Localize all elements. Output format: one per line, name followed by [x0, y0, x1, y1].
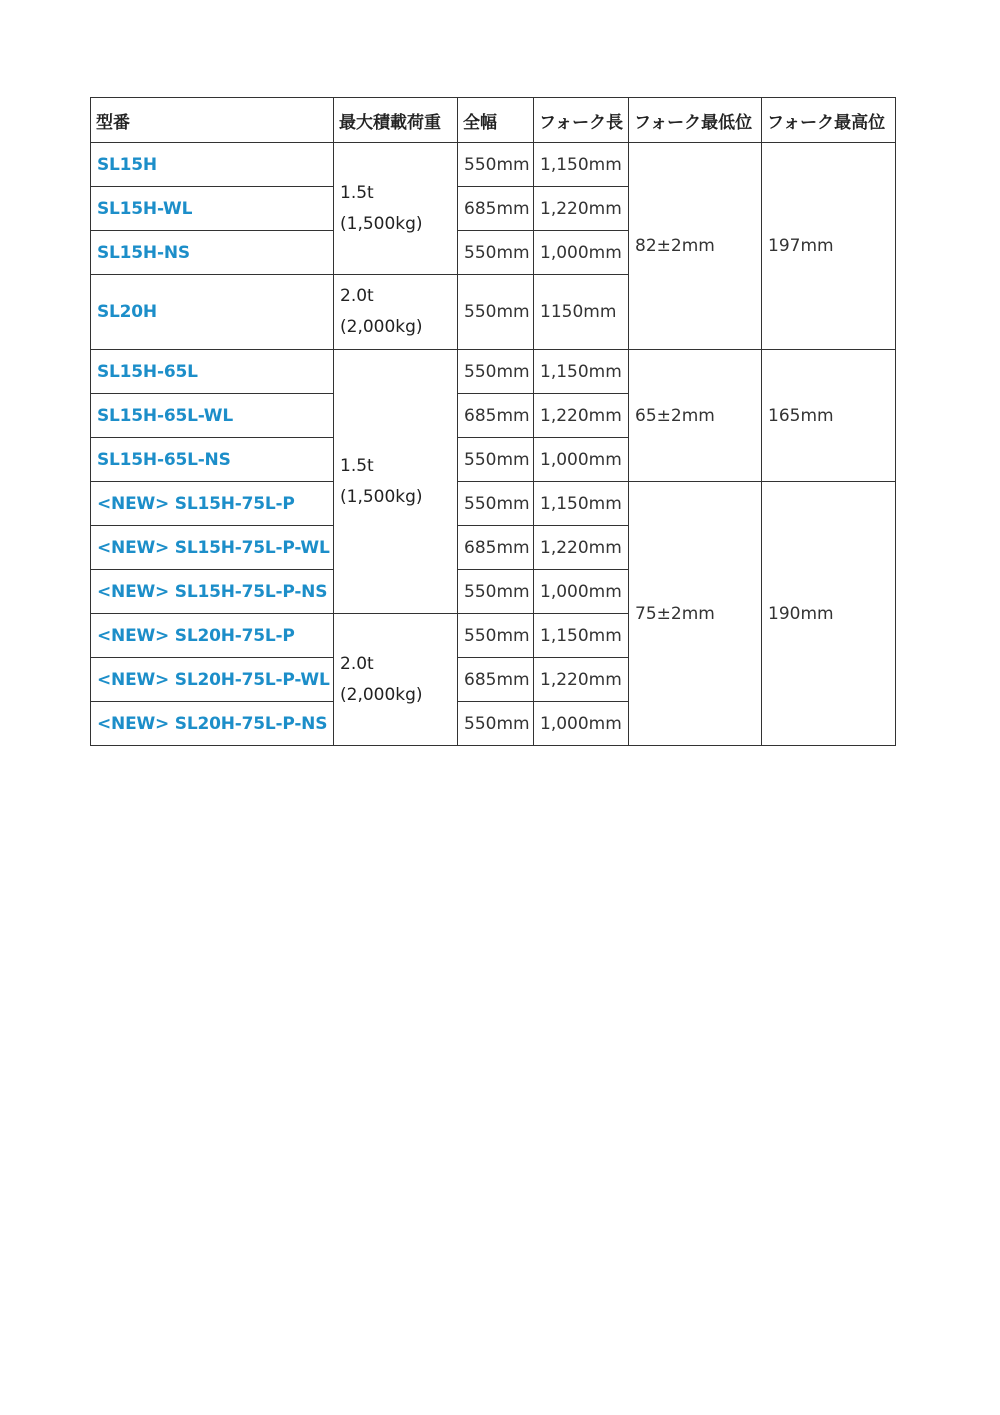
- header-model: 型番: [91, 98, 334, 143]
- fork-length-cell: 1,220mm: [534, 394, 629, 438]
- model-cell: SL15H: [91, 143, 334, 187]
- max-load-cell: [334, 143, 458, 275]
- model-cell: SL15H-65L-NS: [91, 438, 334, 482]
- width-cell: 550mm: [458, 702, 534, 746]
- max-load-cell: [334, 350, 458, 614]
- fork-highest-cell: 197mm: [762, 143, 896, 350]
- fork-lowest-cell: 65±2mm: [629, 350, 762, 482]
- table-row: [91, 143, 896, 187]
- fork-length-cell: 1,220mm: [534, 187, 629, 231]
- model-cell: <NEW> SL20H-75L-P-NS: [91, 702, 334, 746]
- model-cell: <NEW> SL20H-75L-P-WL: [91, 658, 334, 702]
- load-tonnage: 1.5t: [340, 455, 374, 476]
- fork-length-cell: 1,220mm: [534, 526, 629, 570]
- width-cell: 685mm: [458, 187, 534, 231]
- fork-length-cell: 1,000mm: [534, 570, 629, 614]
- fork-length-cell: 1,150mm: [534, 350, 629, 394]
- width-cell: 685mm: [458, 526, 534, 570]
- width-cell: 550mm: [458, 570, 534, 614]
- width-cell: 685mm: [458, 394, 534, 438]
- header-max-load: 最大積載荷重: [334, 98, 458, 143]
- header-width: 全幅: [458, 98, 534, 143]
- load-kg: (1,500kg): [340, 486, 423, 507]
- width-cell: 550mm: [458, 350, 534, 394]
- load-tonnage: 2.0t: [340, 653, 374, 674]
- fork-highest-cell: 190mm: [762, 482, 896, 746]
- fork-length-cell: 1,000mm: [534, 231, 629, 275]
- width-cell: 550mm: [458, 482, 534, 526]
- width-cell: 550mm: [458, 231, 534, 275]
- fork-length-cell: 1,150mm: [534, 143, 629, 187]
- header-fork-highest: フォーク最高位: [762, 98, 896, 143]
- model-cell: <NEW> SL15H-75L-P-WL: [91, 526, 334, 570]
- max-load-cell: [334, 614, 458, 746]
- model-cell: SL15H-WL: [91, 187, 334, 231]
- model-cell: SL15H-65L-WL: [91, 394, 334, 438]
- max-load-cell: [334, 275, 458, 350]
- header-row: [91, 98, 896, 143]
- load-tonnage: 1.5t: [340, 182, 374, 203]
- header-fork-lowest: フォーク最低位: [629, 98, 762, 143]
- width-cell: 550mm: [458, 143, 534, 187]
- width-cell: 550mm: [458, 438, 534, 482]
- fork-lowest-cell: 82±2mm: [629, 143, 762, 350]
- width-cell: 685mm: [458, 658, 534, 702]
- model-cell: <NEW> SL15H-75L-P: [91, 482, 334, 526]
- model-cell: <NEW> SL15H-75L-P-NS: [91, 570, 334, 614]
- width-cell: 550mm: [458, 614, 534, 658]
- model-cell: SL20H: [91, 275, 334, 350]
- load-kg: (2,000kg): [340, 317, 423, 337]
- load-kg: (2,000kg): [340, 684, 423, 705]
- header-fork-length: フォーク長: [534, 98, 629, 143]
- fork-length-cell: 1,150mm: [534, 614, 629, 658]
- model-cell: <NEW> SL20H-75L-P: [91, 614, 334, 658]
- model-cell: SL15H-NS: [91, 231, 334, 275]
- model-cell: SL15H-65L: [91, 350, 334, 394]
- table-row: [91, 350, 896, 394]
- fork-highest-cell: 165mm: [762, 350, 896, 482]
- fork-length-cell: 1,000mm: [534, 702, 629, 746]
- fork-lowest-cell: 75±2mm: [629, 482, 762, 746]
- width-cell: 550mm: [458, 275, 534, 350]
- table-row: [91, 482, 896, 526]
- fork-length-cell: 1150mm: [534, 275, 629, 350]
- fork-length-cell: 1,150mm: [534, 482, 629, 526]
- spec-table: [90, 97, 896, 746]
- load-kg: (1,500kg): [340, 213, 423, 234]
- fork-length-cell: 1,220mm: [534, 658, 629, 702]
- load-tonnage: 2.0t: [340, 286, 374, 306]
- fork-length-cell: 1,000mm: [534, 438, 629, 482]
